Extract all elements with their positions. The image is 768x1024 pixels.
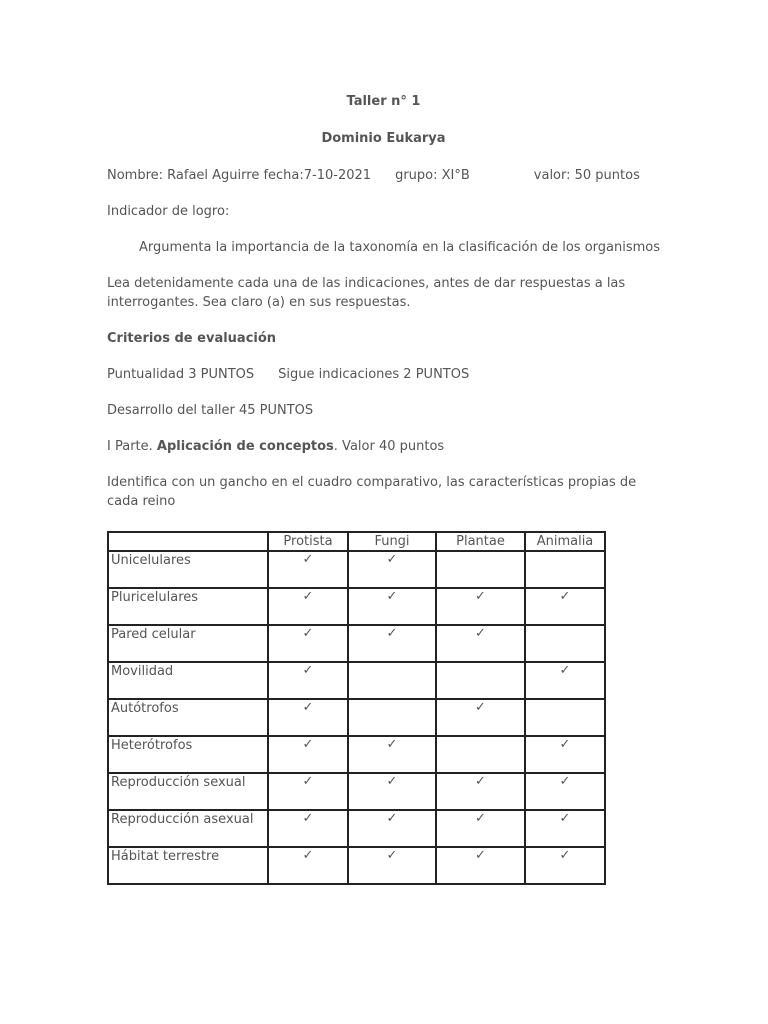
check-icon: ✓ [268,625,348,662]
check-icon: ✓ [268,736,348,773]
check-icon: ✓ [348,625,436,662]
table-row [108,662,605,699]
row-label: Autótrofos [108,699,268,736]
check-icon: ✓ [348,551,436,588]
table-body [108,551,605,884]
table-row [108,699,605,736]
check-icon: ✓ [525,847,605,884]
check-icon: ✓ [525,773,605,810]
criteria-follows: Sigue indicaciones 2 PUNTOS [278,367,470,382]
row-label: Reproducción asexual [108,810,268,847]
empty-cell [525,699,605,736]
row-label: Reproducción sexual [108,773,268,810]
row-label: Unicelulares [108,551,268,588]
check-icon: ✓ [268,662,348,699]
table-row [108,588,605,625]
check-icon: ✓ [525,588,605,625]
part1-heading [107,437,647,456]
check-icon: ✓ [268,847,348,884]
empty-cell [436,736,525,773]
row-label: Movilidad [108,662,268,699]
check-icon: ✓ [436,588,525,625]
table-row [108,625,605,662]
part1-bold: Aplicación de conceptos [156,439,334,454]
check-icon: ✓ [525,662,605,699]
row-label: Pared celular [108,625,268,662]
comparison-table [107,531,606,885]
check-icon: ✓ [268,773,348,810]
table-header-cell: Fungi [348,532,436,551]
check-icon: ✓ [348,847,436,884]
instructions-paragraph: Lea detenidamente cada una de las indicaciones, antes de dar respuestas a las interrogantes. Sea claro (a) en sus respuestas. [107,276,626,310]
row-label: Hábitat terrestre [108,847,268,884]
table-header-cell: Plantae [436,532,525,551]
document-page [107,92,660,511]
row-label: Heterótrofos [108,736,268,773]
check-icon: ✓ [268,699,348,736]
check-icon: ✓ [268,588,348,625]
check-icon: ✓ [348,736,436,773]
table-row [108,551,605,588]
indicator-label: Indicador de logro: [107,204,230,219]
part1-suffix: . Valor 40 puntos [333,439,445,454]
criteria-punctuality: Puntualidad 3 PUNTOS [107,367,255,382]
check-icon: ✓ [525,810,605,847]
table-header-cell: Protista [268,532,348,551]
table-header-cell: Animalia [525,532,605,551]
check-icon: ✓ [436,810,525,847]
part1-instruction: Identifica con un gancho en el cuadro comparativo, las características propias de cada reino [107,475,637,509]
student-name-date: Nombre: Rafael Aguirre fecha:7-10-2021 [107,168,372,183]
check-icon: ✓ [436,847,525,884]
table-row [108,773,605,810]
student-group: grupo: XI°B [395,168,470,183]
document-title: Taller n° 1 [346,94,421,109]
check-icon: ✓ [436,625,525,662]
check-icon: ✓ [436,773,525,810]
table-row [108,847,605,884]
criteria-heading: Criterios de evaluación [107,331,277,346]
table-row [108,736,605,773]
table-header-row [108,532,605,551]
table-row [108,810,605,847]
assignment-value: valor: 50 puntos [533,168,640,183]
check-icon: ✓ [268,810,348,847]
check-icon: ✓ [348,588,436,625]
check-icon: ✓ [436,699,525,736]
criteria-development: Desarrollo del taller 45 PUNTOS [107,403,314,418]
part1-prefix: I Parte. [107,439,157,454]
check-icon: ✓ [268,551,348,588]
indicator-text: Argumenta la importancia de la taxonomía en la clasificación de los organismos [139,240,660,255]
check-icon: ✓ [525,736,605,773]
table-header-cell [108,532,268,551]
empty-cell [525,551,605,588]
empty-cell [525,625,605,662]
empty-cell [436,662,525,699]
empty-cell [348,662,436,699]
criteria-line [107,365,647,384]
check-icon: ✓ [348,810,436,847]
empty-cell [436,551,525,588]
document-subtitle: Dominio Eukarya [321,131,446,146]
student-info-line [107,166,647,185]
check-icon: ✓ [348,773,436,810]
empty-cell [348,699,436,736]
row-label: Pluricelulares [108,588,268,625]
